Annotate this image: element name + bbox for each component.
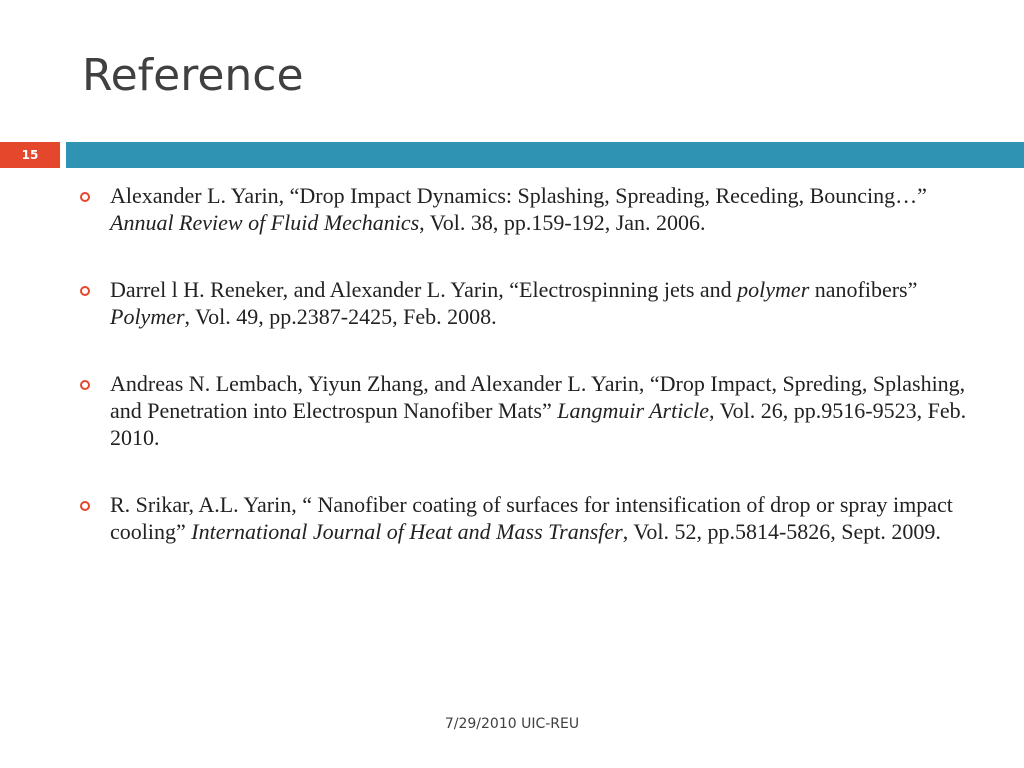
reference-text: Alexander L. Yarin, “Drop Impact Dynamics: Splashing, Spreading, Receding, Bouncing…” [110, 183, 927, 208]
reference-item [80, 370, 980, 451]
reference-list [80, 182, 980, 585]
journal-name: Polymer [110, 304, 185, 329]
journal-name: Langmuir Article, [557, 398, 715, 423]
header-bar [66, 142, 1024, 168]
reference-text: Andreas N. Lembach, Yiyun Zhang, and Alexander L. Yarin, “Drop Impact, Spreding, Splashing, and Penetration into Electrospun Nanofiber Mats” [110, 371, 966, 423]
bullet-icon [80, 286, 90, 296]
journal-name: International Journal of Heat and Mass Transfer [191, 519, 623, 544]
reference-item [80, 276, 980, 330]
reference-text: Darrel l H. Reneker, and Alexander L. Yarin, “Electrospinning jets and [110, 277, 738, 302]
reference-text: R. Srikar, A.L. Yarin, “ Nanofiber coating of surfaces for intensification of drop or spray impact cooling” [110, 492, 953, 544]
bullet-icon [80, 501, 90, 511]
reference-text-cont: nanofibers” [809, 277, 918, 302]
reference-item [80, 182, 980, 236]
bullet-icon [80, 192, 90, 202]
reference-details: , Vol. 52, pp.5814-5826, Sept. 2009. [622, 519, 941, 544]
italic-term: polymer [737, 277, 810, 302]
reference-item [80, 491, 980, 545]
reference-details: , Vol. 49, pp.2387-2425, Feb. 2008. [184, 304, 497, 329]
slide-title: Reference [82, 50, 304, 101]
bullet-icon [80, 380, 90, 390]
journal-name: Annual Review of Fluid Mechanics [110, 210, 420, 235]
slide-number: 15 [0, 142, 60, 168]
reference-details: , Vol. 38, pp.159-192, Jan. 2006. [419, 210, 706, 235]
reference-details: Vol. 26, pp.9516-9523, Feb. 2010. [110, 398, 967, 450]
footer-date: 7/29/2010 UIC-REU [444, 716, 580, 732]
